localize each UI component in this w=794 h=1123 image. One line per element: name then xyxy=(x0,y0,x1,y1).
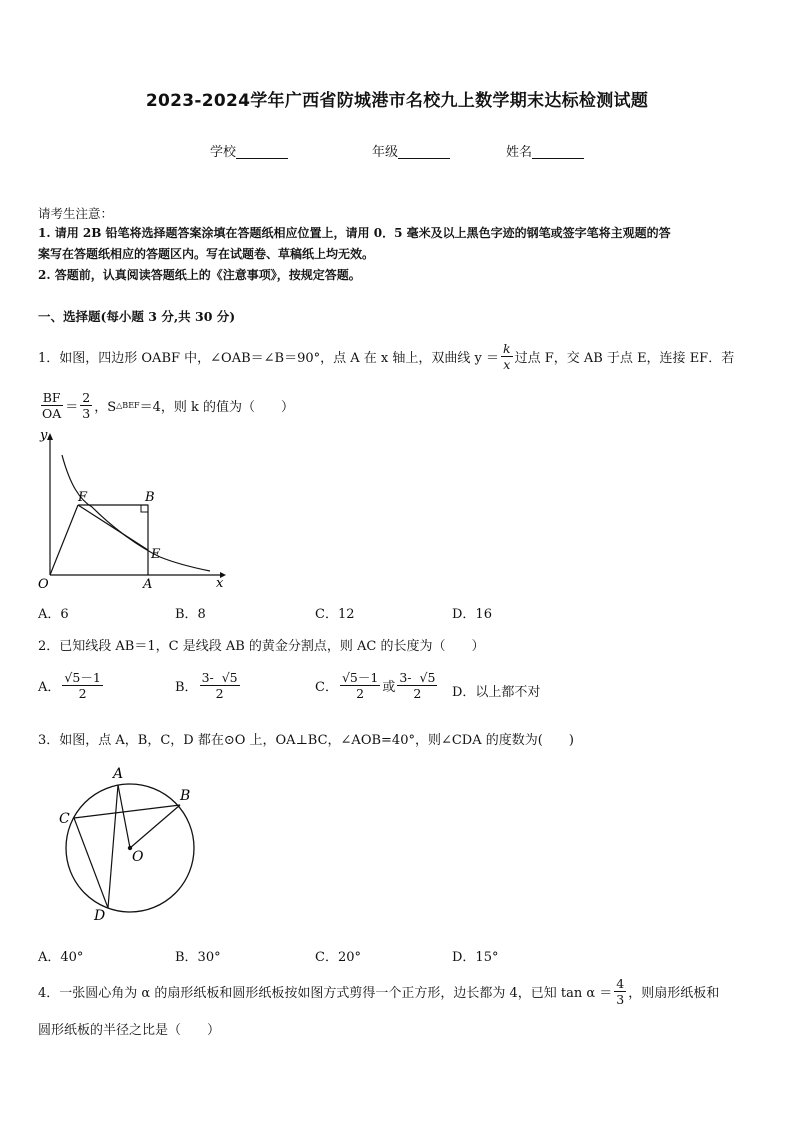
q2-option-b-fraction xyxy=(200,670,240,701)
q2-option-b-label: B． xyxy=(175,680,198,695)
notice-line-2: 案写在答题纸相应的答题区内。写在试题卷、草稿纸上均无效。 xyxy=(38,247,375,261)
segment-FE xyxy=(78,505,148,550)
q2-c1-num xyxy=(340,670,380,686)
segment-AD xyxy=(108,785,118,908)
q2-c2-den: 2 xyxy=(413,686,422,701)
q2-c2-three: 3- xyxy=(399,670,412,685)
notice-line-3: 2. 答题前，认真阅读答题纸上的《注意事项》，按规定答题。 xyxy=(38,268,361,282)
question-1-stem xyxy=(38,341,734,372)
notice-line-1: 1. 请用 2B 铅笔将选择题答案涂填在答题纸相应位置上，请用 0．5 毫米及以上黑色字迹的钢笔或签字笔将主观题的答 xyxy=(38,226,671,240)
q1-area-sub: △BEF xyxy=(116,401,140,410)
q2-option-a-fraction xyxy=(62,670,102,701)
segment-AO xyxy=(118,785,130,848)
q1-value-num: 2 xyxy=(82,390,91,405)
y-axis-arrow xyxy=(47,433,53,440)
q3-option-d[interactable]: D．15° xyxy=(452,950,499,965)
q2-b-three: 3- xyxy=(201,670,214,685)
q1-figure xyxy=(30,425,230,595)
q1-frac-num: k xyxy=(503,341,511,356)
school-field xyxy=(210,141,288,160)
segment-CB xyxy=(74,805,180,818)
notice-heading: 请考生注意： xyxy=(38,206,114,221)
label-C: C xyxy=(59,811,70,827)
grade-blank xyxy=(398,144,450,159)
name-label: 姓名 xyxy=(506,145,533,160)
q2-option-c-fraction-2 xyxy=(397,670,437,701)
q2-option-c-or: 或 xyxy=(382,680,396,695)
label-B: B xyxy=(145,490,155,505)
label-A: A xyxy=(143,577,153,592)
q2-a-den: 2 xyxy=(78,686,87,701)
q4-text-a: 4．一张圆心角为 α 的扇形纸板和圆形纸板按如图方式剪得一个正方形，边长都为 4，已知 tan α ＝ xyxy=(38,986,613,1001)
segment-OB xyxy=(130,805,180,848)
q1-text-a: 1．如图，四边形 OABF 中，∠OAB＝∠B＝90°，点 A 在 x 轴上，双曲线 y ＝ xyxy=(38,351,499,366)
q1-fraction xyxy=(501,341,513,372)
q2-c1-minus1: －1 xyxy=(357,670,379,685)
q1-ratio-num: BF xyxy=(42,390,61,405)
q2-option-c[interactable] xyxy=(315,670,439,701)
label-E: E xyxy=(151,547,161,562)
label-O: O xyxy=(38,577,49,592)
q1-option-b[interactable]: B．8 xyxy=(175,607,206,622)
segment-OF xyxy=(50,505,78,575)
q3-option-b[interactable]: B．30° xyxy=(175,950,221,965)
q2-option-c-label: C． xyxy=(315,680,338,695)
q1-option-a[interactable]: A．6 xyxy=(38,607,69,622)
q2-b-den: 2 xyxy=(215,686,224,701)
question-2-stem: 2．已知线段 AB＝1，C 是线段 AB 的黄金分割点，则 AC 的长度为（ ） xyxy=(38,639,485,654)
q4-frac-den: 3 xyxy=(616,992,625,1007)
q2-option-b[interactable] xyxy=(175,670,242,701)
q2-c1-sqrt5: √5 xyxy=(341,670,358,685)
label-F: F xyxy=(78,490,88,505)
label-y: y xyxy=(40,428,48,443)
q2-c1-den: 2 xyxy=(356,686,365,701)
q1-rest: ＝4，则 k 的值为（ ） xyxy=(139,400,294,415)
label-D: D xyxy=(94,908,106,924)
q1-option-c[interactable]: C．12 xyxy=(315,607,355,622)
q1-eq: ＝ xyxy=(65,400,79,415)
q1-area-label: ，S xyxy=(94,400,117,415)
right-angle-mark xyxy=(141,505,148,512)
q2-b-num xyxy=(200,670,240,686)
q2-option-a[interactable] xyxy=(38,670,105,701)
q1-frac-den: x xyxy=(503,357,511,372)
section-heading: 一、选择题(每小题 3 分,共 30 分) xyxy=(38,309,236,324)
q2-a-sqrt5: √5 xyxy=(64,670,81,685)
question-3-stem: 3．如图，点 A，B，C，D 都在⊙O 上，OA⊥BC，∠AOB=40°，则∠CDA 的度数为( ) xyxy=(38,733,574,748)
q2-option-d[interactable]: D．以上都不对 xyxy=(452,685,541,700)
q1-ratio-fraction xyxy=(40,390,63,421)
name-blank xyxy=(532,144,584,159)
label-O: O xyxy=(132,849,144,865)
question-1-condition xyxy=(38,390,294,421)
q1-text-b: 过点 F，交 AB 于点 E，连接 EF．若 xyxy=(514,351,735,366)
label-A: A xyxy=(113,766,124,782)
q2-c2-num xyxy=(397,670,437,686)
school-label: 学校 xyxy=(210,145,237,160)
q4-frac-num: 4 xyxy=(616,976,625,991)
page-title: 2023-2024学年广西省防城港市名校九上数学期末达标检测试题 xyxy=(145,91,649,111)
question-4-line-2: 圆形纸板的半径之比是（ ） xyxy=(38,1023,221,1038)
question-4-stem xyxy=(38,976,719,1007)
q1-ratio-den: OA xyxy=(42,406,62,421)
label-x: x xyxy=(216,576,224,591)
q2-b-sqrt5: √5 xyxy=(221,670,238,685)
q2-c2-sqrt5: √5 xyxy=(419,670,436,685)
q3-figure xyxy=(50,760,210,930)
q1-value-den: 3 xyxy=(82,406,91,421)
segment-CD xyxy=(74,818,108,908)
q2-option-c-fraction-1 xyxy=(340,670,380,701)
school-blank xyxy=(236,144,288,159)
q3-option-a[interactable]: A．40° xyxy=(38,950,84,965)
q4-fraction xyxy=(614,976,626,1007)
grade-field xyxy=(372,141,450,160)
q1-option-d[interactable]: D．16 xyxy=(452,607,492,622)
grade-label: 年级 xyxy=(372,145,399,160)
q2-a-num xyxy=(62,670,102,686)
q2-option-a-label: A． xyxy=(38,680,61,695)
label-B: B xyxy=(180,788,191,804)
q4-text-b: ，则扇形纸板和 xyxy=(628,986,720,1001)
q1-value-fraction xyxy=(80,390,92,421)
name-field xyxy=(506,141,584,160)
hyperbola-curve xyxy=(62,455,210,571)
q2-a-minus1: －1 xyxy=(80,670,101,685)
q3-option-c[interactable]: C．20° xyxy=(315,950,361,965)
